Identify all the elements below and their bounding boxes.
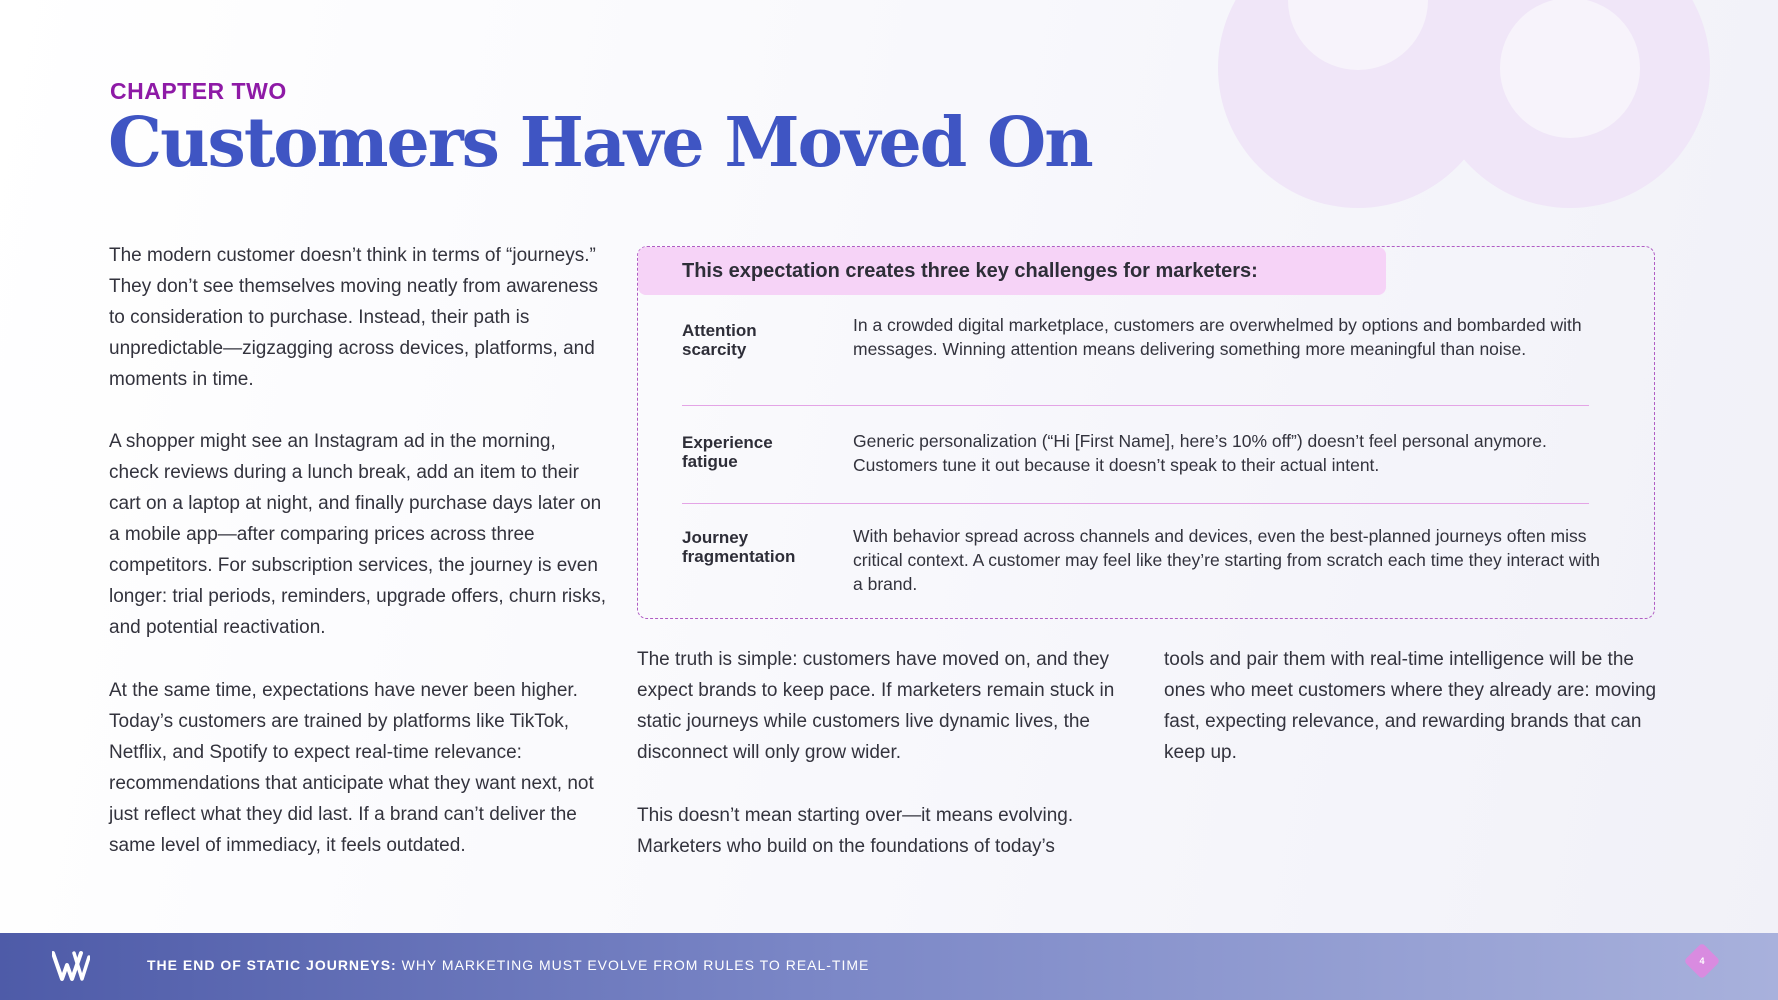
challenge-text: In a crowded digital marketplace, customers are overwhelmed by options and bombarded with messages. Winning attention means delivering something more meaningful than noise. <box>853 315 1582 359</box>
w-logo-icon <box>52 949 90 983</box>
footer-title <box>147 957 869 973</box>
body-paragraph: The modern customer doesn’t think in terms of “journeys.” They don’t see themselves moving neatly from awareness to consideration to purchase. Instead, their path is unpredictable—zigzagging across devices, platforms, and moments in time. <box>109 245 598 390</box>
divider <box>682 405 1589 406</box>
challenge-text: Generic personalization (“Hi [First Name], here’s 10% off”) doesn’t feel personal anymore. Customers tune it out because it doesn’t speak to their actual intent. <box>853 431 1547 475</box>
challenge-label <box>682 433 773 471</box>
body-paragraph: This doesn’t mean starting over—it means evolving. Marketers who build on the foundations of today’s <box>637 805 1074 857</box>
footer-title-bold: THE END OF STATIC JOURNEYS: <box>147 957 397 973</box>
challenges-heading: This expectation creates three key challenges for marketers: <box>638 247 1386 295</box>
challenge-label-line: fragmentation <box>682 547 796 566</box>
body-paragraph: A shopper might see an Instagram ad in the morning, check reviews during a lunch break, add an item to their cart on a laptop at night, and finally purchase days later on a mobile app—after comparing prices across three competitors. For subscription services, the journey is even longer: trial periods, reminders, upgrade offers, churn risks, and potential reactivation. <box>109 431 607 638</box>
body-paragraph: The truth is simple: customers have moved on, and they expect brands to keep pace. If marketers remain stuck in static journeys while customers live dynamic lives, the disconnect will only grow wider. <box>637 649 1115 763</box>
decorative-circles <box>1218 0 1778 230</box>
challenge-label-line: Experience <box>682 433 773 452</box>
challenge-label-line: fatigue <box>682 452 738 471</box>
challenge-label-line: Attention <box>682 321 757 340</box>
page-title: Customers Have Moved On <box>108 103 1092 183</box>
challenge-label-line: scarcity <box>682 340 747 359</box>
chapter-label: CHAPTER TWO <box>110 78 287 104</box>
challenge-text: With behavior spread across channels and devices, even the best-planned journeys often miss critical context. A customer may feel like they’re starting from scratch each time they interact with a brand. <box>853 526 1600 594</box>
challenge-label <box>682 321 757 359</box>
footer-bar <box>0 933 1778 1000</box>
challenges-card <box>637 246 1655 619</box>
divider <box>682 503 1589 504</box>
page-number: 4 <box>1699 956 1705 966</box>
footer-title-rest: WHY MARKETING MUST EVOLVE FROM RULES TO REAL-TIME <box>396 957 870 973</box>
challenge-label-line: Journey <box>682 528 749 547</box>
body-paragraph: tools and pair them with real-time intelligence will be the ones who meet customers where they already are: moving fast, expecting relevance, and rewarding brands that can keep up. <box>1164 649 1657 763</box>
challenge-label <box>682 528 795 566</box>
body-paragraph: At the same time, expectations have never been higher. Today’s customers are trained by platforms like TikTok, Netflix, and Spotify to expect real-time relevance: recommendations that anticipate what they want next, not just reflect what they did last. If a brand can’t deliver the same level of immediacy, it feels outdated. <box>109 680 594 856</box>
